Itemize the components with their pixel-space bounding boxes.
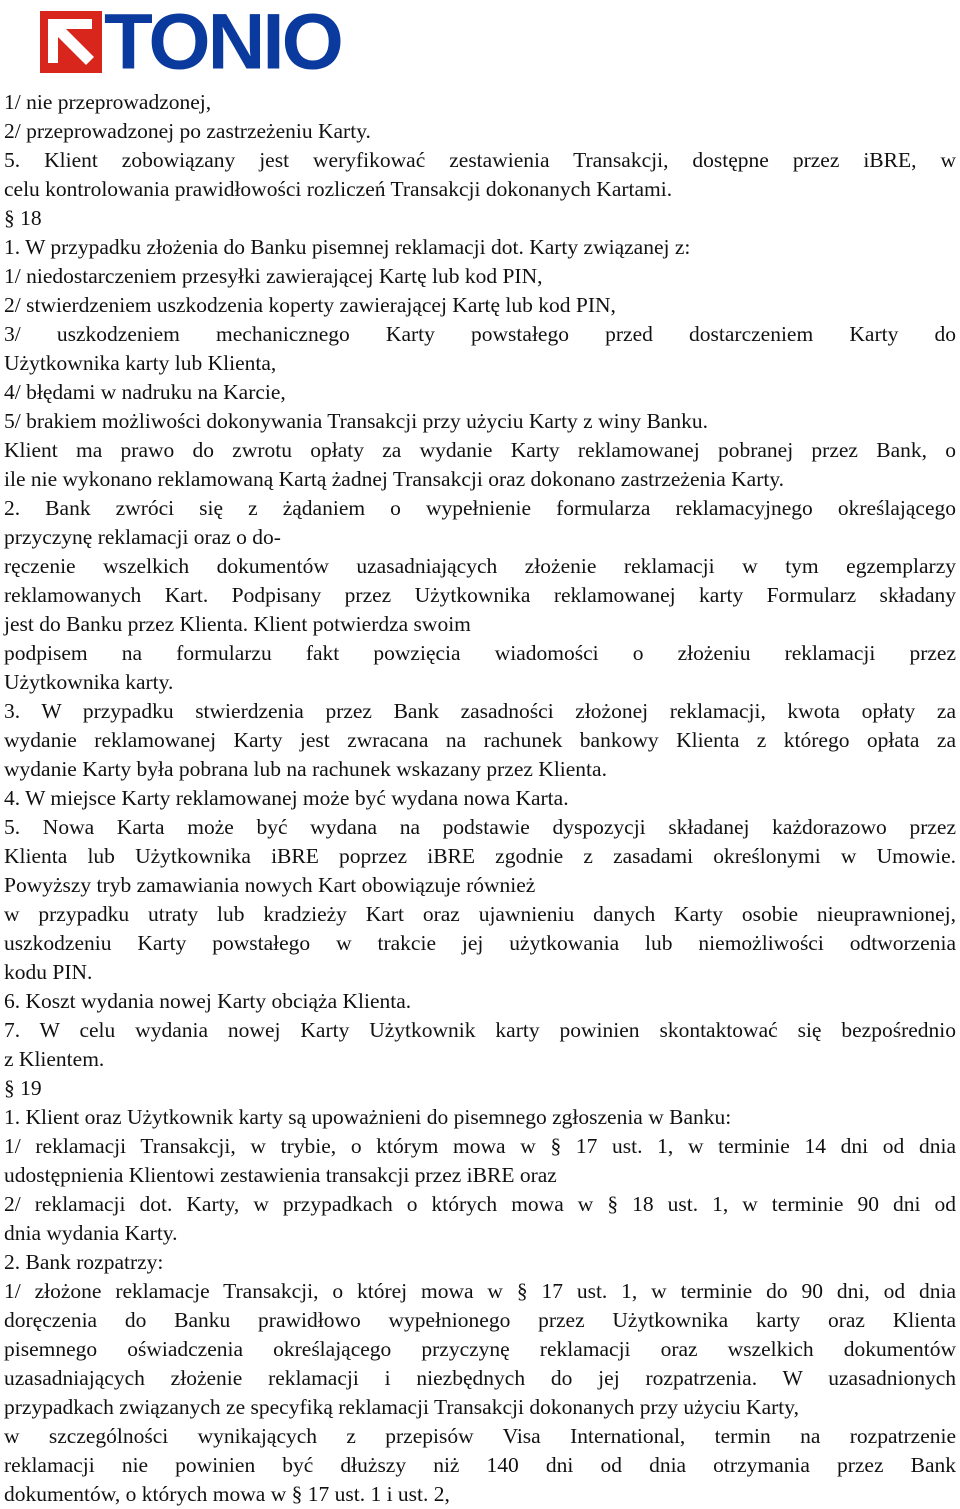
document-line: reklamacji nie powinien być dłuższy niż 140 dni od dnia otrzymania przez Bank (4, 1453, 956, 1477)
logo-wordmark: TONIO (104, 0, 341, 86)
document-line: ile nie wykonano reklamowaną Kartą żadnej Transakcji oraz dokonano zastrzeżenia Karty. (4, 467, 785, 491)
document-line: celu kontrolowania prawidłowości rozliczeń Transakcji dokonanych Kartami. (4, 177, 673, 201)
document-line: uzasadniających złożenie reklamacji i niezbędnych do jej rozpatrzenia. W uzasadnionych (4, 1366, 956, 1390)
document-line: jest do Banku przez Klienta. Klient potwierdza swoim (4, 612, 471, 636)
document-line: z Klientem. (4, 1047, 105, 1071)
document-line: 6. Koszt wydania nowej Karty obciąża Klienta. (4, 989, 412, 1013)
document-line: ręczenie wszelkich dokumentów uzasadniających złożenie reklamacji w tym egzemplarzy (4, 554, 956, 578)
document-line: 1/ niedostarczeniem przesyłki zawierającej Kartę lub kod PIN, (4, 264, 543, 288)
document-line: 4/ błędami w nadruku na Karcie, (4, 380, 286, 404)
document-line: przyczynę reklamacji oraz o do- (4, 525, 281, 549)
document-line: § 19 (4, 1076, 42, 1100)
document-line: 3/ uszkodzeniem mechanicznego Karty powstałego przed dostarczeniem Karty do (4, 322, 956, 346)
document-line: 1. W przypadku złożenia do Banku pisemnej reklamacji dot. Karty związanej z: (4, 235, 691, 259)
logo-arrow-mark-icon (40, 11, 102, 73)
document-line: Klienta lub Użytkownika iBRE poprzez iBRE zgodnie z zasadami określonymi w Umowie. (4, 844, 956, 868)
document-line: wydanie reklamowanej Karty jest zwracana na rachunek bankowy Klienta z którego opłata za (4, 728, 956, 752)
document-line: uszkodzeniu Karty powstałego w trakcie jej użytkowania lub niemożliwości odtworzenia (4, 931, 956, 955)
document-body (4, 88, 956, 1509)
document-line: 4. W miejsce Karty reklamowanej może być wydana nowa Karta. (4, 786, 569, 810)
document-line: przypadkach związanych ze specyfiką reklamacji Transakcji dokonanych przy użyciu Karty, (4, 1395, 799, 1419)
document-line: dnia wydania Karty. (4, 1221, 178, 1245)
document-line: Użytkownika karty lub Klienta, (4, 351, 277, 375)
document-line: w przypadku utraty lub kradzieży Kart oraz ujawnieniu danych Karty osobie nieuprawnionej, (4, 902, 956, 926)
document-line: 5. Klient zobowiązany jest weryfikować zestawienia Transakcji, dostępne przez iBRE, w (4, 148, 956, 172)
document-line: 2. Bank rozpatrzy: (4, 1250, 164, 1274)
document-line: 2. Bank zwróci się z żądaniem o wypełnienie formularza reklamacyjnego określającego (4, 496, 956, 520)
document-line: 1/ reklamacji Transakcji, w trybie, o którym mowa w § 17 ust. 1, w terminie 14 dni od dnia (4, 1134, 956, 1158)
document-line: 3. W przypadku stwierdzenia przez Bank zasadności złożonej reklamacji, kwota opłaty za (4, 699, 956, 723)
document-line: Klient ma prawo do zwrotu opłaty za wydanie Karty reklamowanej pobranej przez Bank, o (4, 438, 956, 462)
document-line: 1. Klient oraz Użytkownik karty są upoważnieni do pisemnego zgłoszenia w Banku: (4, 1105, 732, 1129)
document-line: podpisem na formularzu fakt powzięcia wiadomości o złożeniu reklamacji przez (4, 641, 956, 665)
document-line: w szczególności wynikających z przepisów Visa International, termin na rozpatrzenie (4, 1424, 956, 1448)
document-line: dokumentów, o których mowa w § 17 ust. 1 i ust. 2, (4, 1482, 450, 1506)
document-line: udostępnienia Klientowi zestawienia transakcji przez iBRE oraz (4, 1163, 557, 1187)
document-line: 1/ nie przeprowadzonej, (4, 90, 212, 114)
document-line: Powyższy tryb zamawiania nowych Kart obowiązuje również (4, 873, 536, 897)
tonio-logo (40, 0, 341, 86)
document-line: wydanie Karty była pobrana lub na rachunek wskazany przez Klienta. (4, 757, 607, 781)
document-line: 7. W celu wydania nowej Karty Użytkownik karty powinien skontaktować się bezpośrednio (4, 1018, 956, 1042)
document-line: doręczenia do Banku prawidłowo wypełnionego przez Użytkownika karty oraz Klienta (4, 1308, 956, 1332)
document-line: reklamowanych Kart. Podpisany przez Użytkownika reklamowanej karty Formularz składany (4, 583, 956, 607)
document-line: 1/ złożone reklamacje Transakcji, o której mowa w § 17 ust. 1, w terminie do 90 dni, od dnia (4, 1279, 956, 1303)
document-line: 5. Nowa Karta może być wydana na podstawie dyspozycji składanej każdorazowo przez (4, 815, 956, 839)
document-line: pisemnego oświadczenia określającego przyczynę reklamacji oraz wszelkich dokumentów (4, 1337, 956, 1361)
document-line: kodu PIN. (4, 960, 93, 984)
document-line: 2/ stwierdzeniem uszkodzenia koperty zawierającej Kartę lub kod PIN, (4, 293, 616, 317)
document-line: § 18 (4, 206, 42, 230)
document-line: 2/ reklamacji dot. Karty, w przypadkach o których mowa w § 18 ust. 1, w terminie 90 dni od (4, 1192, 956, 1216)
document-line: 2/ przeprowadzonej po zastrzeżeniu Karty. (4, 119, 371, 143)
document-line: 5/ brakiem możliwości dokonywania Transakcji przy użyciu Karty z winy Banku. (4, 409, 708, 433)
document-line: Użytkownika karty. (4, 670, 174, 694)
